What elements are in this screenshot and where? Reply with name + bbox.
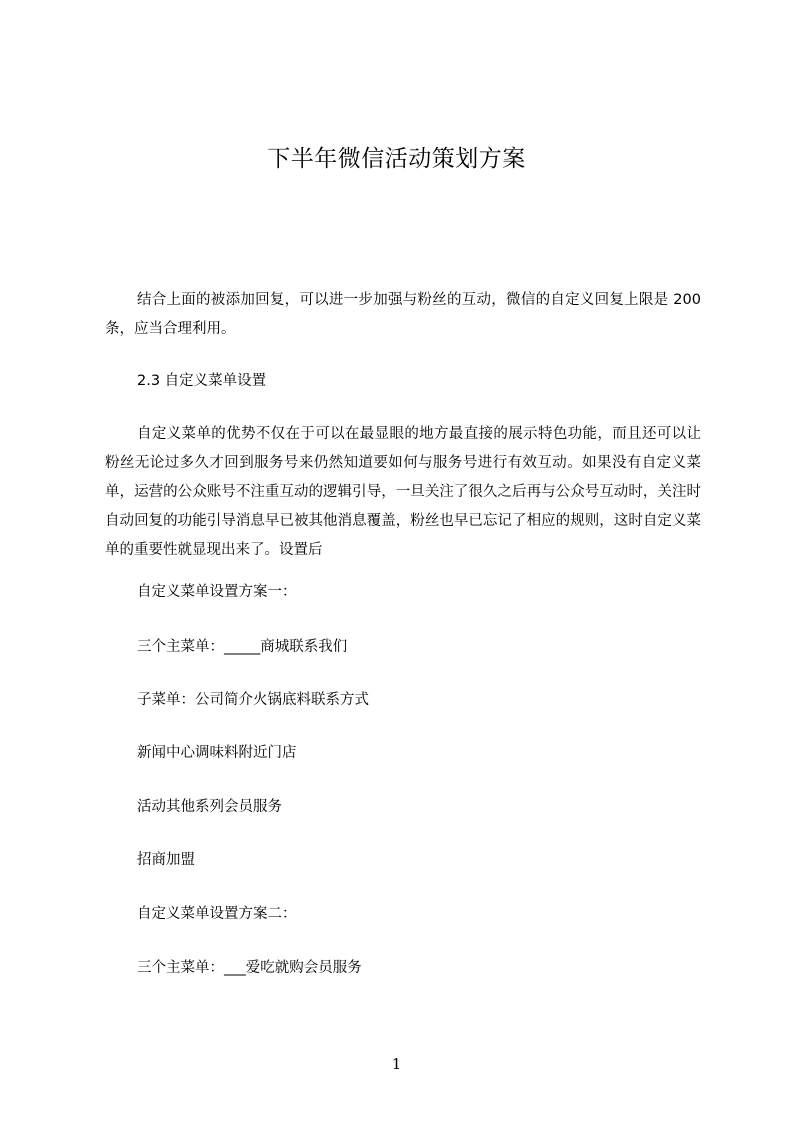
page-title: 下半年微信活动策划方案 — [267, 146, 526, 172]
plan2-heading: 自定义菜单设置方案二： — [137, 906, 297, 922]
plan1-sub-menu: 子菜单：公司简介火锅底料联系方式 — [137, 692, 369, 708]
plan2-main-menu: 三个主菜单：___爱吃就购会员服务 — [137, 960, 362, 976]
paragraph-intro: 结合上面的被添加回复，可以进一步加强与粉丝的互动，微信的自定义回复上限是 200 条，应当合理利用。 — [105, 292, 701, 337]
plan1-heading: 自定义菜单设置方案一： — [137, 584, 297, 600]
plan1-line-franchise: 招商加盟 — [137, 852, 195, 868]
plan1-line-activity: 活动其他系列会员服务 — [137, 799, 282, 815]
section-heading: 2.3 自定义菜单设置 — [137, 373, 267, 389]
plan1-main-menu: 三个主菜单：_____商城联系我们 — [137, 639, 348, 655]
page-number: 1 — [391, 1055, 402, 1073]
paragraph-custom-menu: 自定义菜单的优势不仅在于可以在最显眼的地方最直接的展示特色功能，而且还可以让粉丝无论过多久才回到服务号来仍然知道要如何与服务号进行有效互动。如果没有自定义菜单，运营的公众账号不注重互动的逻辑引导，一旦关注了很久之后再与公众号互动时，关注时自动回复的功能引导消息早已被其他消息覆盖，粉丝也早已忘记了相应的规则，这时自定义菜单的重要性就显现出来了。设置后 — [105, 426, 701, 558]
plan1-line-news: 新闻中心调味料附近门店 — [137, 745, 297, 761]
